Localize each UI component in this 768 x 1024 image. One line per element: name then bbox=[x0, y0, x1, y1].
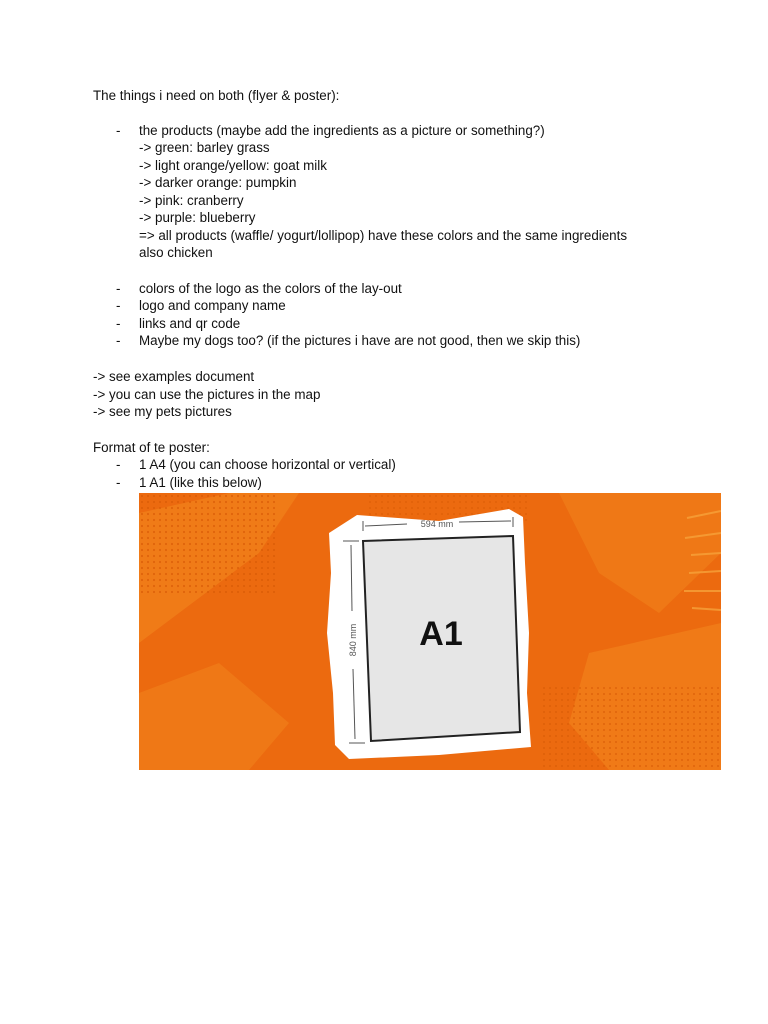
color-item-darker-orange: -> darker orange: pumpkin bbox=[139, 175, 297, 190]
reference-item: -> you can use the pictures in the map bbox=[93, 387, 321, 402]
bullet-dash: - bbox=[116, 316, 121, 331]
color-item-green: -> green: barley grass bbox=[139, 140, 270, 155]
color-item-light-orange: -> light orange/yellow: goat milk bbox=[139, 158, 327, 173]
halftone-dots bbox=[139, 493, 279, 593]
bullet-dash: - bbox=[116, 475, 121, 490]
color-item-pink: -> pink: cranberry bbox=[139, 193, 244, 208]
bullet-dash: - bbox=[116, 333, 121, 348]
a1-label: A1 bbox=[419, 615, 463, 653]
bullet-dash: - bbox=[116, 281, 121, 296]
reference-item: -> see examples document bbox=[93, 369, 255, 384]
a1-illustration-svg bbox=[139, 493, 721, 770]
format-item: 1 A4 (you can choose horizontal or vertical) bbox=[139, 457, 396, 472]
a1-poster-illustration bbox=[139, 493, 721, 770]
bullet-dash: - bbox=[116, 457, 121, 472]
requirement-item: links and qr code bbox=[139, 316, 241, 331]
products-note-continued: also chicken bbox=[139, 245, 213, 260]
bullet-dash: - bbox=[116, 123, 121, 138]
width-label: 594 mm bbox=[420, 519, 454, 529]
color-item-purple: -> purple: blueberry bbox=[139, 210, 256, 225]
reference-item: -> see my pets pictures bbox=[93, 404, 232, 419]
requirement-item: logo and company name bbox=[139, 298, 286, 313]
products-heading: the products (maybe add the ingredients as a picture or something?) bbox=[139, 123, 545, 138]
halftone-dots bbox=[539, 683, 721, 770]
requirement-item: Maybe my dogs too? (if the pictures i have are not good, then we skip this) bbox=[139, 333, 581, 348]
height-label: 840 mm bbox=[348, 623, 358, 657]
format-item: 1 A1 (like this below) bbox=[139, 475, 262, 490]
format-heading: Format of te poster: bbox=[93, 440, 210, 455]
intro-text: The things i need on both (flyer & poster): bbox=[93, 88, 340, 103]
requirement-item: colors of the logo as the colors of the lay-out bbox=[139, 281, 402, 296]
products-note: => all products (waffle/ yogurt/lollipop) have these colors and the same ingredients bbox=[139, 228, 628, 243]
bullet-dash: - bbox=[116, 298, 121, 313]
